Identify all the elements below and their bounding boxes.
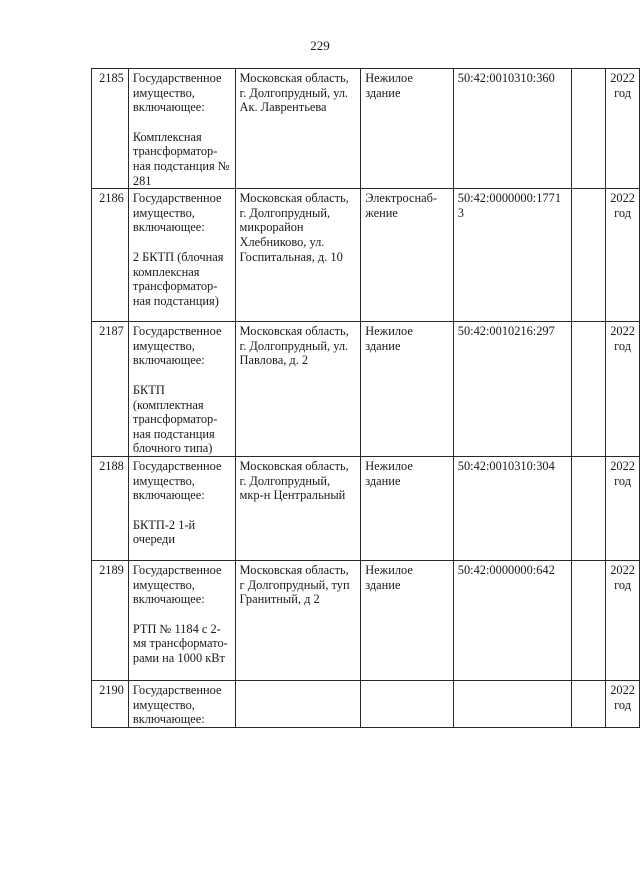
row-number: 2189 — [92, 560, 129, 680]
object-name: Комплексная трансформатор-ная подстанция № 281 — [132, 129, 230, 188]
row-number: 2187 — [92, 322, 129, 457]
table-row — [92, 69, 640, 189]
address-cell: Московская область, г. Долгопрудный, ул. Павлова, д. 2 — [235, 322, 361, 457]
object-name: БКТП (комплектная трансформатор-ная подстанция блочного типа) — [132, 382, 218, 456]
page-number: 229 — [310, 38, 330, 53]
purpose-cell — [361, 680, 454, 727]
object-name-cell — [128, 69, 235, 189]
row-number: 2186 — [92, 189, 129, 322]
row-number: 2188 — [92, 456, 129, 560]
empty-cell — [572, 560, 606, 680]
object-name-cell — [128, 560, 235, 680]
address-cell: Московская область, г. Долгопрудный, микрорайон Хлебниково, ул. Госпитальная, д. 10 — [235, 189, 361, 322]
object-name-cell — [128, 322, 235, 457]
object-name: РТП № 1184 с 2-мя трансформато-рами на 1000 кВт — [132, 621, 228, 665]
purpose-cell: Нежилое здание — [361, 322, 454, 457]
group-heading: Государственное имущество, включающее: — [132, 71, 222, 115]
cadastral-number-cell: 50:42:0010310:304 — [453, 456, 571, 560]
group-heading: Государственное имущество, включающее: — [132, 324, 222, 368]
empty-cell — [572, 69, 606, 189]
purpose-cell: Нежилое здание — [361, 456, 454, 560]
address-cell: Московская область, г. Долгопрудный, ул. Ак. Лаврентьева — [235, 69, 361, 189]
address-cell: Московская область, г. Долгопрудный, мкр-н Центральный — [235, 456, 361, 560]
year-cell: 2022 год — [606, 322, 640, 457]
empty-cell — [572, 189, 606, 322]
address-cell: Московская область, г Долгопрудный, туп Гранитный, д 2 — [235, 560, 361, 680]
empty-cell — [572, 322, 606, 457]
property-registry-table — [91, 68, 640, 728]
table-row — [92, 680, 640, 727]
table-row — [92, 456, 640, 560]
purpose-cell: Нежилое здание — [361, 560, 454, 680]
cadastral-number-cell — [453, 680, 571, 727]
year-cell: 2022 год — [606, 456, 640, 560]
row-number: 2190 — [92, 680, 129, 727]
empty-cell — [572, 456, 606, 560]
purpose-cell: Электроснаб-жение — [361, 189, 454, 322]
object-name-cell — [128, 456, 235, 560]
empty-cell — [572, 680, 606, 727]
group-heading: Государственное имущество, включающее: — [132, 682, 222, 727]
object-name-cell — [128, 680, 235, 727]
purpose-cell: Нежилое здание — [361, 69, 454, 189]
cadastral-number-cell: 50:42:0000000:642 — [453, 560, 571, 680]
table-row — [92, 560, 640, 680]
year-cell: 2022 год — [606, 69, 640, 189]
row-number: 2185 — [92, 69, 129, 189]
group-heading: Государственное имущество, включающее: — [132, 191, 222, 235]
cadastral-number-cell: 50:42:0010310:360 — [453, 69, 571, 189]
year-cell: 2022 год — [606, 680, 640, 727]
table-row — [92, 189, 640, 322]
object-name-cell — [128, 189, 235, 322]
table-row — [92, 322, 640, 457]
group-heading: Государственное имущество, включающее: — [132, 458, 222, 503]
address-cell — [235, 680, 361, 727]
year-cell: 2022 год — [606, 189, 640, 322]
cadastral-number-cell: 50:42:0010216:297 — [453, 322, 571, 457]
year-cell: 2022 год — [606, 560, 640, 680]
cadastral-number-cell: 50:42:0000000:17713 — [453, 189, 571, 322]
object-name: 2 БКТП (блочная комплексная трансформатор-ная подстанция) — [132, 249, 224, 308]
group-heading: Государственное имущество, включающее: — [132, 562, 222, 607]
object-name: БКТП-2 1-й очереди — [132, 517, 196, 547]
